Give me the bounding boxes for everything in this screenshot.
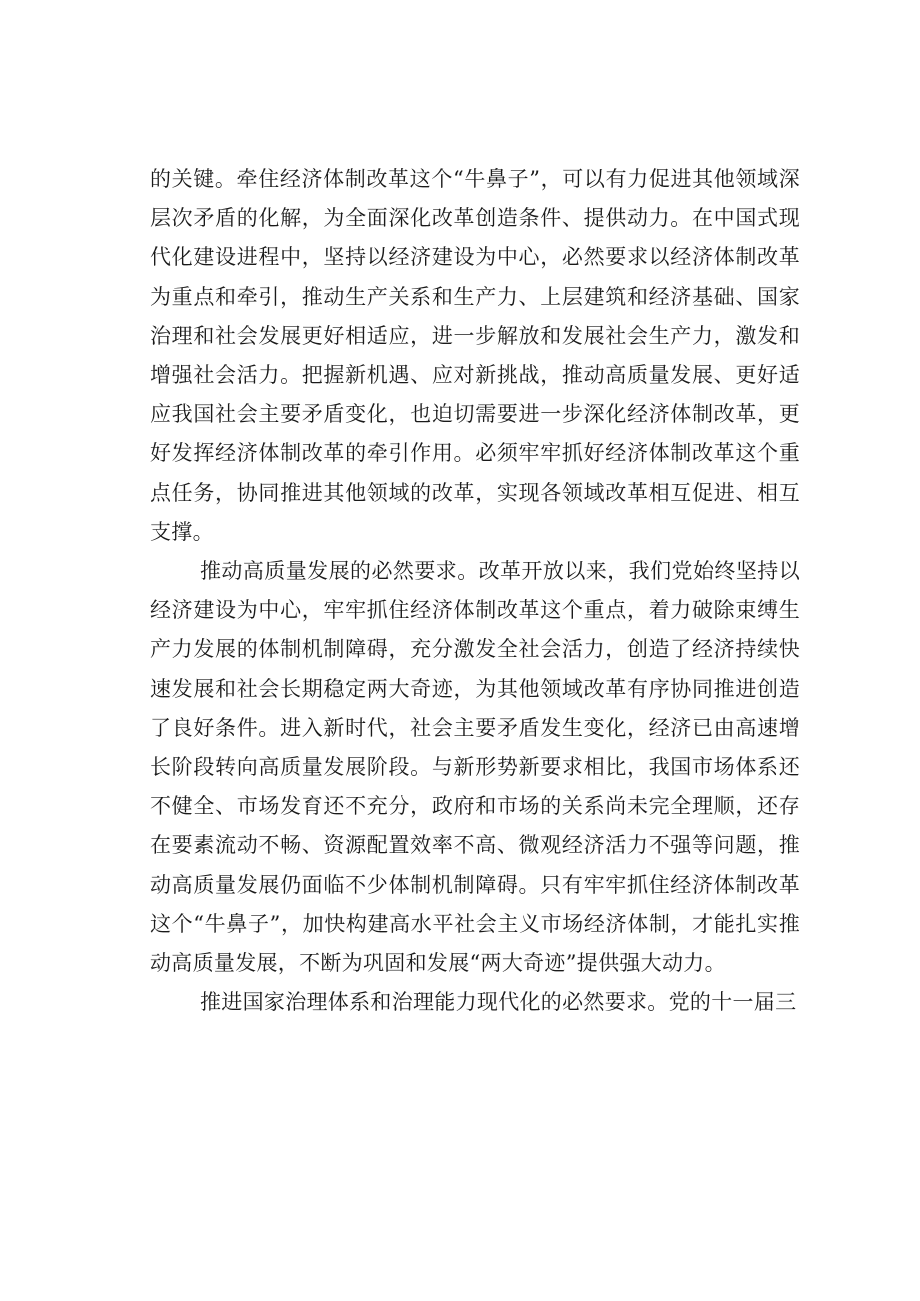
paragraph-2: 推动高质量发展的必然要求。改革开放以来，我们党始终坚持以经济建设为中心，牢牢抓住经济体制改革这个重点，着力破除束缚生产力发展的体制机制障碍，充分激发全社会活力，创造了经济持续快速发展和社会长期稳定两大奇迹，为其他领域改革有序协同推进创造了良好条件。进入新时代，社会主要矛盾发生变化，经济已由高速增长阶段转向高质量发展阶段。与新形势新要求相比，我国市场体系还不健全、市场发育还不充分，政府和市场的关系尚未完全理顺，还存在要素流动不畅、资源配置效率不高、微观经济活力不强等问题，推动高质量发展仍面临不少体制机制障碍。只有牢牢抓住经济体制改革这个“牛鼻子”，加快构建高水平社会主义市场经济体制，才能扎实推动高质量发展，不断为巩固和发展“两大奇迹”提供强大动力。: [150, 559, 800, 976]
document-body: [150, 160, 800, 1022]
paragraph-1: 的关键。牵住经济体制改革这个“牛鼻子”，可以有力促进其他领域深层次矛盾的化解，为全面深化改革创造条件、提供动力。在中国式现代化建设进程中，坚持以经济建设为中心，必然要求以经济体制改革为重点和牵引，推动生产关系和生产力、上层建筑和经济基础、国家治理和社会发展更好相适应，进一步解放和发展社会生产力，激发和增强社会活力。把握新机遇、应对新挑战，推动高质量发展、更好适应我国社会主要矛盾变化，也迫切需要进一步深化经济体制改革，更好发挥经济体制改革的牵引作用。必须牢牢抓好经济体制改革这个重点任务，协同推进其他领域的改革，实现各领域改革相互促进、相互支撑。: [150, 167, 800, 544]
paragraph-3: 推进国家治理体系和治理能力现代化的必然要求。党的十一届三: [200, 990, 797, 1015]
